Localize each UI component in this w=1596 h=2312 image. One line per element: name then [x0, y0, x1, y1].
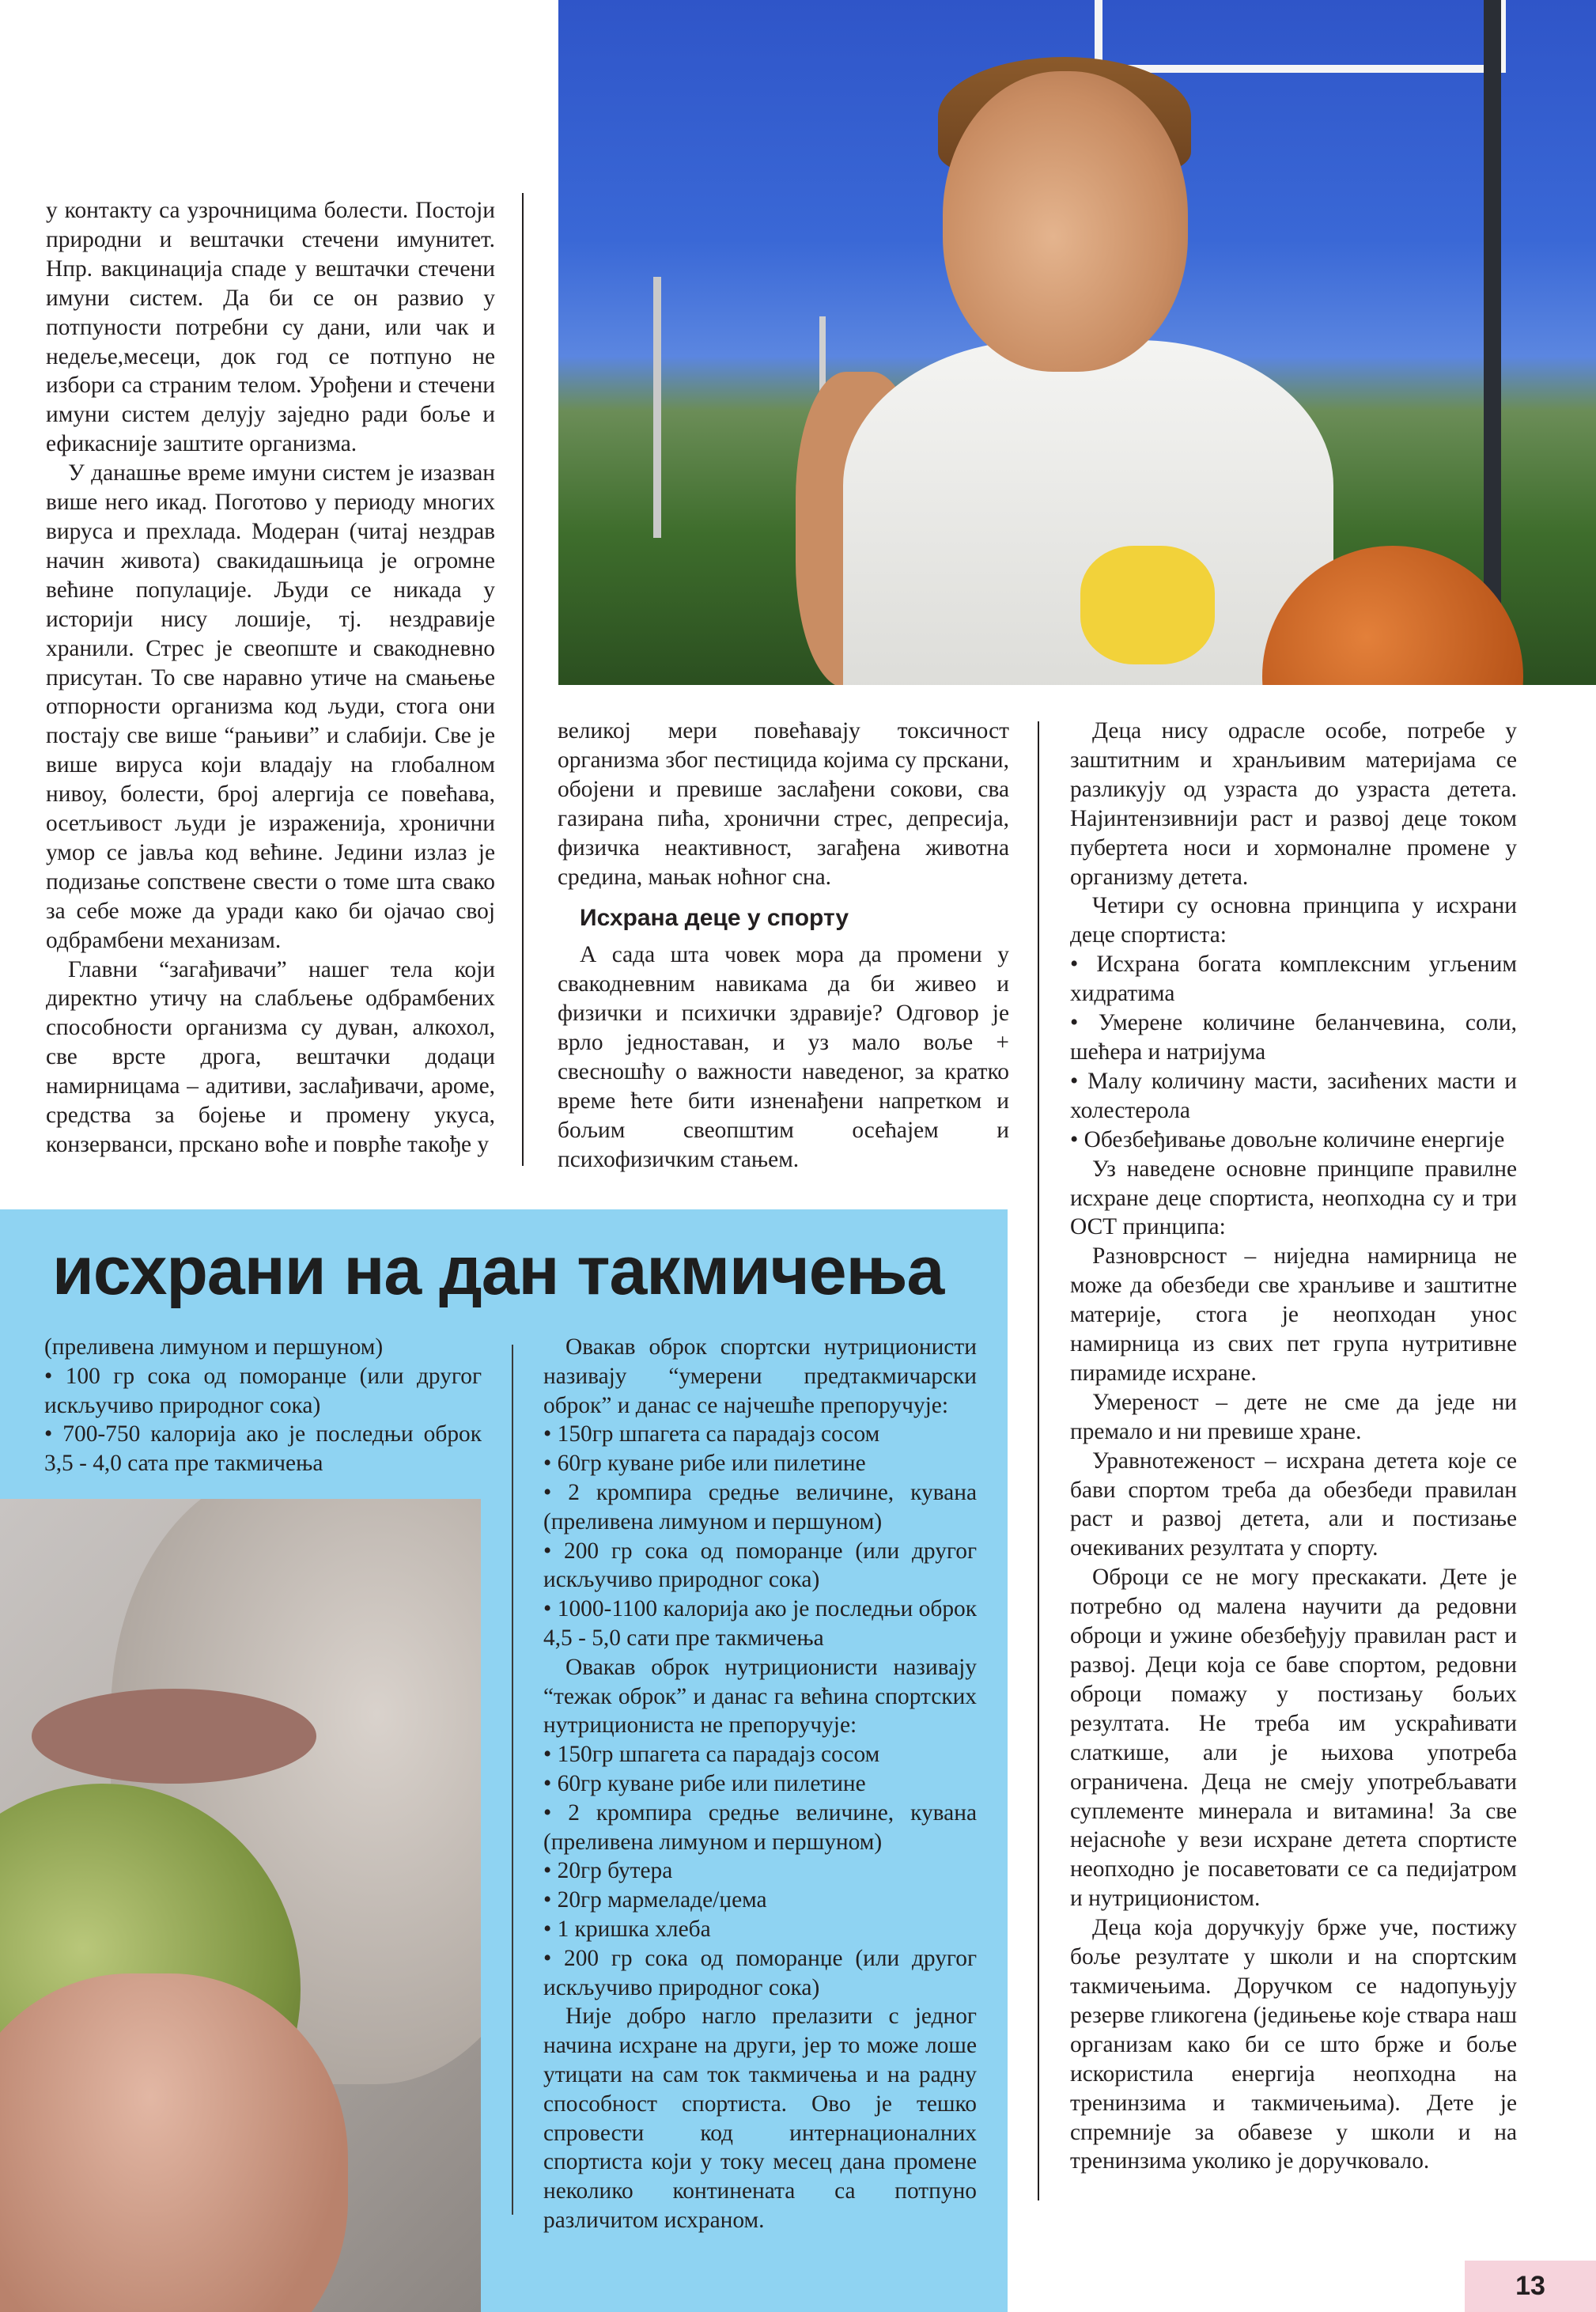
- column-3-paragraph: Разноврсност – ниједна намирница не може да обезбеди све хранљиве и заштитне материје, стога је неопходан унос намирница из свих пет група нутритивне пирамиде исхране.: [1070, 1243, 1517, 1386]
- boy-face: [943, 71, 1188, 372]
- article-column-1: [46, 196, 495, 1160]
- light-pole: [653, 277, 661, 538]
- panel-right-bullet: • 60гр куване рибе или пилетине: [543, 1451, 866, 1477]
- panel-right-paragraph: Овакав оброк спортски нутриционисти називају “умерени предтакмичарски оброк” и данас се најчешће препоручује:: [543, 1334, 977, 1418]
- hoop-pole: [1484, 0, 1501, 685]
- column-3-bullet: • Обезбеђивање довољне количине енергије: [1070, 1126, 1505, 1152]
- panel-headline: исхрани на дан такмичења: [52, 1233, 944, 1309]
- panel-column-left: [44, 1333, 482, 1478]
- column-3-paragraph: Уравнотеженост – исхрана детета које се бави спортом треба да обезбеди правилан раст и развој детета, али и постизање очекиваних резултата у спорту.: [1070, 1447, 1517, 1561]
- panel-right-bullet: • 2 кромпира средње величине, кувана (преливена лимуном и першуном): [543, 1799, 977, 1855]
- column-divider-2: [1038, 721, 1039, 2200]
- shirt-cartoon-print: [1080, 546, 1215, 664]
- biting-apple-photo: [0, 1499, 481, 2312]
- column-3-paragraph: Умереност – дете не сме да једе ни премало и ни превише хране.: [1070, 1389, 1517, 1444]
- boy-basketball-photo: [558, 0, 1596, 685]
- panel-right-bullet: • 2 кромпира средње величине, кувана (преливена лимуном и першуном): [543, 1479, 977, 1534]
- panel-right-bullet: • 60гр куване рибе или пилетине: [543, 1770, 866, 1796]
- panel-right-paragraph: Није добро нагло прелазити с једног начина исхране на други, јер то може лоше утицати на сам ток такмичења и на радну способност спортиста. Ово је тешко спровести код интернационалних спортиста који у току месец дана промене неколико континената са потпуно различитом исхраном.: [543, 2004, 977, 2233]
- panel-right-bullet: • 150гр шпагета са парадајз сосом: [543, 1421, 880, 1447]
- column-divider-1: [522, 193, 524, 1166]
- panel-left-bullet: • 700-750 калорија ако је последњи оброк 3,5 - 4,0 сата пре такмичења: [44, 1421, 482, 1477]
- panel-left-bullet: • 100 гр сока од поморанџе (или другог искључиво природног сока): [44, 1363, 482, 1418]
- column-3-bullet: • Исхрана богата комплексним угљеним хидратима: [1070, 952, 1517, 1007]
- panel-right-bullet: • 20гр бутера: [543, 1858, 673, 1884]
- column-3-paragraph: Оброци се не могу прескакати. Дете је потребно од малена научити да редовни оброци и ужине обезбеђују правилан раст и развој. Деци која се баве спортом, редовни оброци помажу у постизању бољих резултата. Не треба им ускраћивати слаткише, али је њихова употреба ограничена. Деца не смеју употребљавати суплементе минерала и витамина! За све нејасноће у вези исхране детета спортисте неопходно је посаветовати се са педијатром и нутриционистом.: [1070, 1565, 1517, 1912]
- column-1-paragraph: Главни “загађивачи” нашег тела који директно утичу на слабљење одбрамбених способности организма су дуван, алкохол, све врсте дрога, вештачки додаци намирницама – адитиви, заслађивачи, ароме, средства за бојење и промену укуса, конзерванси, прскано воће и поврће такође у: [46, 956, 495, 1157]
- column-3-paragraph: Деца која доручкују брже уче, постижу боље резултате у школи и на спортским такмичењима. Доручком се надопуњују резерве гликогена (једињење које ствара наш организам како би се што брже и боље искористила енергија неопходна на тренинзима и такмичењима). Дете је спремније за обавезе у школи и на тренинзима уколико је доручковало.: [1070, 1915, 1517, 2174]
- panel-right-bullet: • 200 гр сока од поморанџе (или другог искључиво природног сока): [543, 1945, 977, 2000]
- page-number-box: [1465, 2261, 1596, 2312]
- column-3-paragraph: Деца нису одрасле особе, потребе у заштитним и хранљивим материјама се разликују од узраста до узраста детета. Најинтензивнији раст и развој деце током пубертета носи и хормоналне промене у организму детета.: [1070, 718, 1517, 890]
- column-3-paragraph: Четири су основна принципа у исхрани деце спортиста:: [1070, 893, 1517, 948]
- column-2-paragraph-1: великој мери повећавају токсичност организма због пестицида којима су прскани, обојени и превише заслађени сокови, сва газирана пића, хронични стрес, депресија, физичка неактивност, загађена животна средина, мањак ноћног сна.: [558, 718, 1009, 890]
- panel-column-right: [543, 1333, 977, 2235]
- panel-column-divider: [512, 1345, 513, 2215]
- panel-right-paragraph: Овакав оброк нутриционисти називају “тежак оброк” и данас га већина спортских нутрициониста не препоручује:: [543, 1654, 977, 1739]
- column-3-paragraph: Уз наведене основне принципе правилне исхране деце спортиста, неопходна су и три ОСТ принципа:: [1070, 1156, 1517, 1240]
- page-number: 13: [1515, 2271, 1545, 2301]
- article-column-3: [1070, 717, 1517, 2176]
- panel-right-bullet: • 1000-1100 калорија ако је последњи оброк 4,5 - 5,0 сати пре такмичења: [543, 1596, 977, 1651]
- panel-right-bullet: • 200 гр сока од поморанџе (или другог искључиво природног сока): [543, 1538, 977, 1593]
- section-subheading: Исхрана деце у спорту: [580, 905, 849, 932]
- column-3-bullet: • Умерене количине беланчевина, соли, шећера и натријума: [1070, 1010, 1517, 1065]
- panel-left-paragraph: (преливена лимуном и першуном): [44, 1334, 384, 1360]
- column-2-paragraph-2: А сада шта човек мора да промени у свакодневним навикама да би живео и физички и психички здравије? Одговор је врло једноставан, и уз мало воље + свесношћу о важности наведеног, за кратко време ћете бити изненађени напретком и бољим свеопштим осећајем и психофизичким стањем.: [558, 942, 1009, 1172]
- panel-right-bullet: • 150гр шпагета са парадајз сосом: [543, 1742, 880, 1768]
- column-1-paragraph: У данашње време имуни систем је изазван више него икад. Поготово у периоду многих вируса и прехлада. Модеран (читај нездрав начин живота) свакидашњица је огромне већине популације. Људи се никада у историји нису лошије, тј. нездравије хранили. Стрес је свеопште и свакодневно присутан. То све наравно утиче на смањење отпорности организма код људи, стога они постају све више “рањиви” и слабији. Све је више вируса који владају на глобалном нивоу, болести, број алергија се повећава, осетљивост људи је израженија, хронични умор се јавља код већине. Једини излаз је подизање сопствене свести о томе шта свако за себе може да уради како би ојачао свој одбрамбени механизам.: [46, 460, 495, 953]
- panel-right-bullet: • 1 кришка хлеба: [543, 1916, 711, 1942]
- lips: [32, 1689, 316, 1784]
- basketball-hoop: [1095, 0, 1506, 73]
- column-3-bullet: • Малу количину масти, засићених масти и холестерола: [1070, 1068, 1517, 1123]
- panel-right-bullet: • 20гр мармеладе/џема: [543, 1887, 767, 1913]
- column-1-paragraph: у контакту са узрочницима болести. Постоји природни и вештачки стечени имунитет. Нпр. вакцинација спаде у вештачки стечени имуни систем. Да би се он развио у потпуности потребни су дани, или чак и недеље,месеци, док год се потпуно не избори са страним телом. Урођени и стечени имуни систем делују заједно ради боље и ефикасније заштите организма.: [46, 198, 495, 457]
- article-column-2: [558, 717, 1009, 1175]
